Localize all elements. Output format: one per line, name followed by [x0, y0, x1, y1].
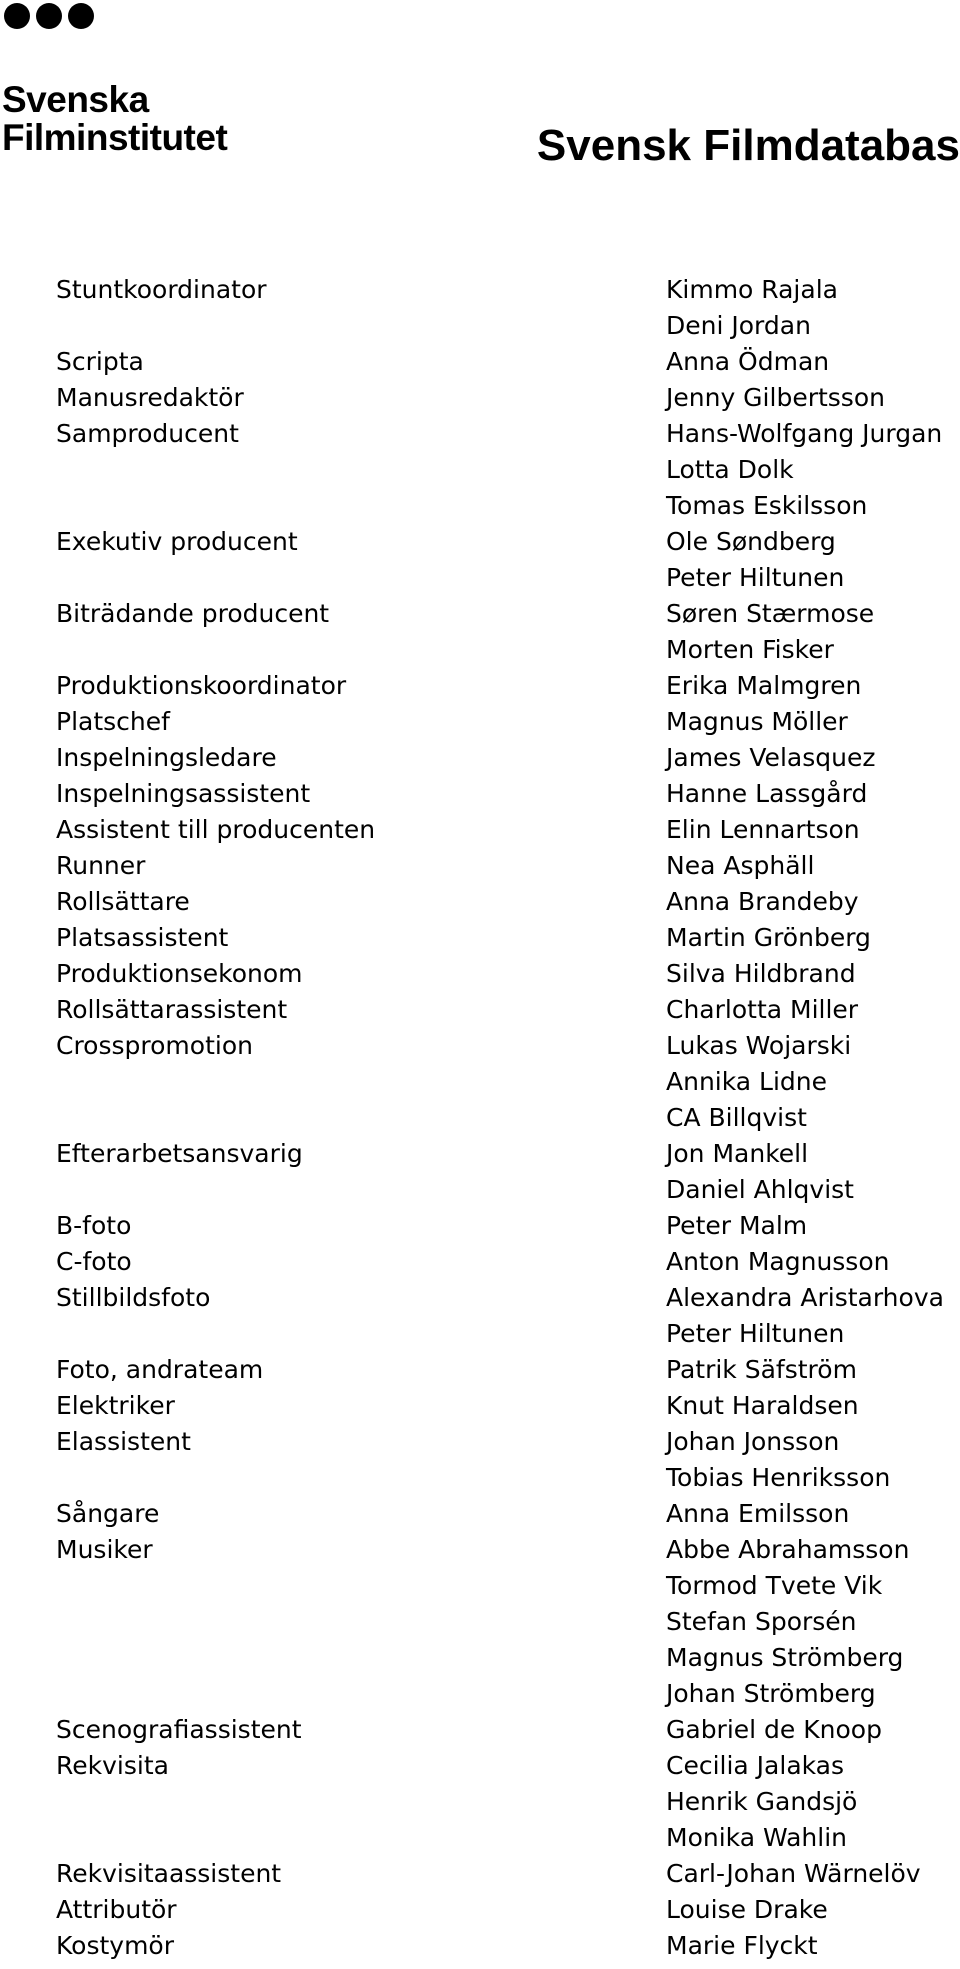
credit-name: Anton Magnusson: [666, 1247, 890, 1276]
credit-name: Annika Lidne: [666, 1067, 828, 1096]
credit-name: Nea Asphäll: [666, 851, 815, 880]
credit-row: [0, 452, 960, 488]
credit-name: Alexandra Aristarhova: [666, 1283, 944, 1312]
credit-role: Sångare: [56, 1499, 160, 1528]
credit-role: C-foto: [56, 1247, 132, 1276]
credit-name: Carl-Johan Wärnelöv: [666, 1859, 921, 1888]
credit-row: [0, 812, 960, 848]
credit-name: Anna Ödman: [666, 347, 830, 376]
credit-name: Abbe Abrahamsson: [666, 1535, 910, 1564]
credit-row: [0, 1424, 960, 1460]
credit-name: Peter Hiltunen: [666, 563, 845, 592]
credit-name: Monika Wahlin: [666, 1823, 847, 1852]
credit-name: Louise Drake: [666, 1895, 828, 1924]
credit-row: [0, 524, 960, 560]
credit-name: Ole Søndberg: [666, 527, 836, 556]
credit-row: [0, 956, 960, 992]
credit-row: [0, 1784, 960, 1820]
credit-name: Magnus Möller: [666, 707, 848, 736]
credit-row: [0, 1100, 960, 1136]
credit-row: [0, 1856, 960, 1892]
credit-name: Tormod Tvete Vik: [666, 1571, 883, 1600]
credit-role: Biträdande producent: [56, 599, 330, 628]
credit-row: [0, 884, 960, 920]
credit-row: [0, 272, 960, 308]
credit-name: Morten Fisker: [666, 635, 834, 664]
credit-name: Daniel Ahlqvist: [666, 1175, 854, 1204]
credit-row: [0, 632, 960, 668]
credit-role: Inspelningsassistent: [56, 779, 311, 808]
credit-name: Magnus Strömberg: [666, 1643, 904, 1672]
credits-list: [0, 272, 960, 1964]
credit-role: Scenografiassistent: [56, 1715, 302, 1744]
credit-row: [0, 1064, 960, 1100]
credit-row: [0, 704, 960, 740]
credit-role: Samproducent: [56, 419, 239, 448]
credit-name: Gabriel de Knoop: [666, 1715, 882, 1744]
credit-role: Produktionsekonom: [56, 959, 303, 988]
credit-role: Elassistent: [56, 1427, 191, 1456]
credit-name: Tomas Eskilsson: [666, 491, 868, 520]
credit-row: [0, 1172, 960, 1208]
credit-role: Stuntkoordinator: [56, 275, 267, 304]
credit-role: Kostymör: [56, 1931, 174, 1960]
credit-name: Elin Lennartson: [666, 815, 860, 844]
credit-name: Martin Grönberg: [666, 923, 871, 952]
credit-row: [0, 560, 960, 596]
credit-row: [0, 1568, 960, 1604]
credit-row: [0, 1820, 960, 1856]
credit-role: Produktionskoordinator: [56, 671, 347, 700]
credit-role: Inspelningsledare: [56, 743, 277, 772]
credit-name: Deni Jordan: [666, 311, 811, 340]
credit-name: Lotta Dolk: [666, 455, 794, 484]
credit-name: CA Billqvist: [666, 1103, 807, 1132]
page-title: Svensk Filmdatabas: [536, 121, 960, 170]
credit-role: Efterarbetsansvarig: [56, 1139, 303, 1168]
credit-row: [0, 488, 960, 524]
credit-row: [0, 668, 960, 704]
credit-name: James Velasquez: [666, 743, 876, 772]
credit-role: Scripta: [56, 347, 144, 376]
credit-row: [0, 992, 960, 1028]
svenska-filminstitutet-logo: [0, 0, 270, 170]
credit-role: Manusredaktör: [56, 383, 244, 412]
credit-name: Henrik Gandsjö: [666, 1787, 858, 1816]
credit-row: [0, 848, 960, 884]
credit-row: [0, 1136, 960, 1172]
credit-row: [0, 1388, 960, 1424]
credit-name: Charlotta Miller: [666, 995, 859, 1024]
credit-name: Knut Haraldsen: [666, 1391, 859, 1420]
credit-name: Tobias Henriksson: [666, 1463, 891, 1492]
credit-role: Crosspromotion: [56, 1031, 253, 1060]
credit-name: Hanne Lassgård: [666, 779, 868, 808]
credit-role: Elektriker: [56, 1391, 175, 1420]
credit-name: Erika Malmgren: [666, 671, 862, 700]
credit-name: Peter Hiltunen: [666, 1319, 845, 1348]
credit-row: [0, 1604, 960, 1640]
credit-name: Lukas Wojarski: [666, 1031, 852, 1060]
credit-name: Jenny Gilbertsson: [666, 383, 885, 412]
credit-row: [0, 344, 960, 380]
logo-text-line2: Filminstitutet: [2, 117, 228, 158]
credit-row: [0, 776, 960, 812]
credit-row: [0, 1352, 960, 1388]
credit-name: Marie Flyckt: [666, 1931, 818, 1960]
credit-name: Anna Emilsson: [666, 1499, 850, 1528]
credit-row: [0, 596, 960, 632]
logo-text-line1: Svenska: [2, 79, 149, 120]
credit-row: [0, 416, 960, 452]
credit-row: [0, 1676, 960, 1712]
credit-row: [0, 1532, 960, 1568]
credit-role: Rollsättarassistent: [56, 995, 288, 1024]
credit-role: Platsassistent: [56, 923, 229, 952]
credit-row: [0, 1460, 960, 1496]
credit-role: B-foto: [56, 1211, 132, 1240]
credit-row: [0, 920, 960, 956]
credit-name: Hans-Wolfgang Jurgan: [666, 419, 943, 448]
credit-role: Rekvisita: [56, 1751, 169, 1780]
credit-name: Kimmo Rajala: [666, 275, 838, 304]
credit-name: Johan Strömberg: [666, 1679, 876, 1708]
credit-row: [0, 308, 960, 344]
credit-name: Johan Jonsson: [666, 1427, 840, 1456]
credit-name: Jon Mankell: [666, 1139, 809, 1168]
credit-name: Silva Hildbrand: [666, 959, 856, 988]
credit-role: Exekutiv producent: [56, 527, 298, 556]
credit-row: [0, 1928, 960, 1964]
credit-role: Rekvisitaassistent: [56, 1859, 282, 1888]
credit-name: Søren Stærmose: [666, 599, 875, 628]
credit-name: Peter Malm: [666, 1211, 808, 1240]
credit-row: [0, 1892, 960, 1928]
credit-name: Stefan Sporsén: [666, 1607, 857, 1636]
credit-role: Attributör: [56, 1895, 177, 1924]
credit-row: [0, 1640, 960, 1676]
credit-role: Runner: [56, 851, 146, 880]
credit-role: Rollsättare: [56, 887, 190, 916]
credit-row: [0, 1712, 960, 1748]
credit-role: Assistent till producenten: [56, 815, 376, 844]
credit-role: Stillbildsfoto: [56, 1283, 211, 1312]
credit-name: Patrik Säfström: [666, 1355, 857, 1384]
credit-row: [0, 1748, 960, 1784]
logo-dots-icon: [0, 0, 110, 40]
credit-row: [0, 1496, 960, 1532]
credit-name: Cecilia Jalakas: [666, 1751, 845, 1780]
credit-row: [0, 1316, 960, 1352]
credit-role: Platschef: [56, 707, 170, 736]
credit-row: [0, 1244, 960, 1280]
credit-row: [0, 1028, 960, 1064]
credit-row: [0, 380, 960, 416]
credit-name: Anna Brandeby: [666, 887, 859, 916]
credit-row: [0, 1280, 960, 1316]
credit-row: [0, 1208, 960, 1244]
credit-row: [0, 740, 960, 776]
credit-role: Foto, andrateam: [56, 1355, 264, 1384]
credit-role: Musiker: [56, 1535, 153, 1564]
